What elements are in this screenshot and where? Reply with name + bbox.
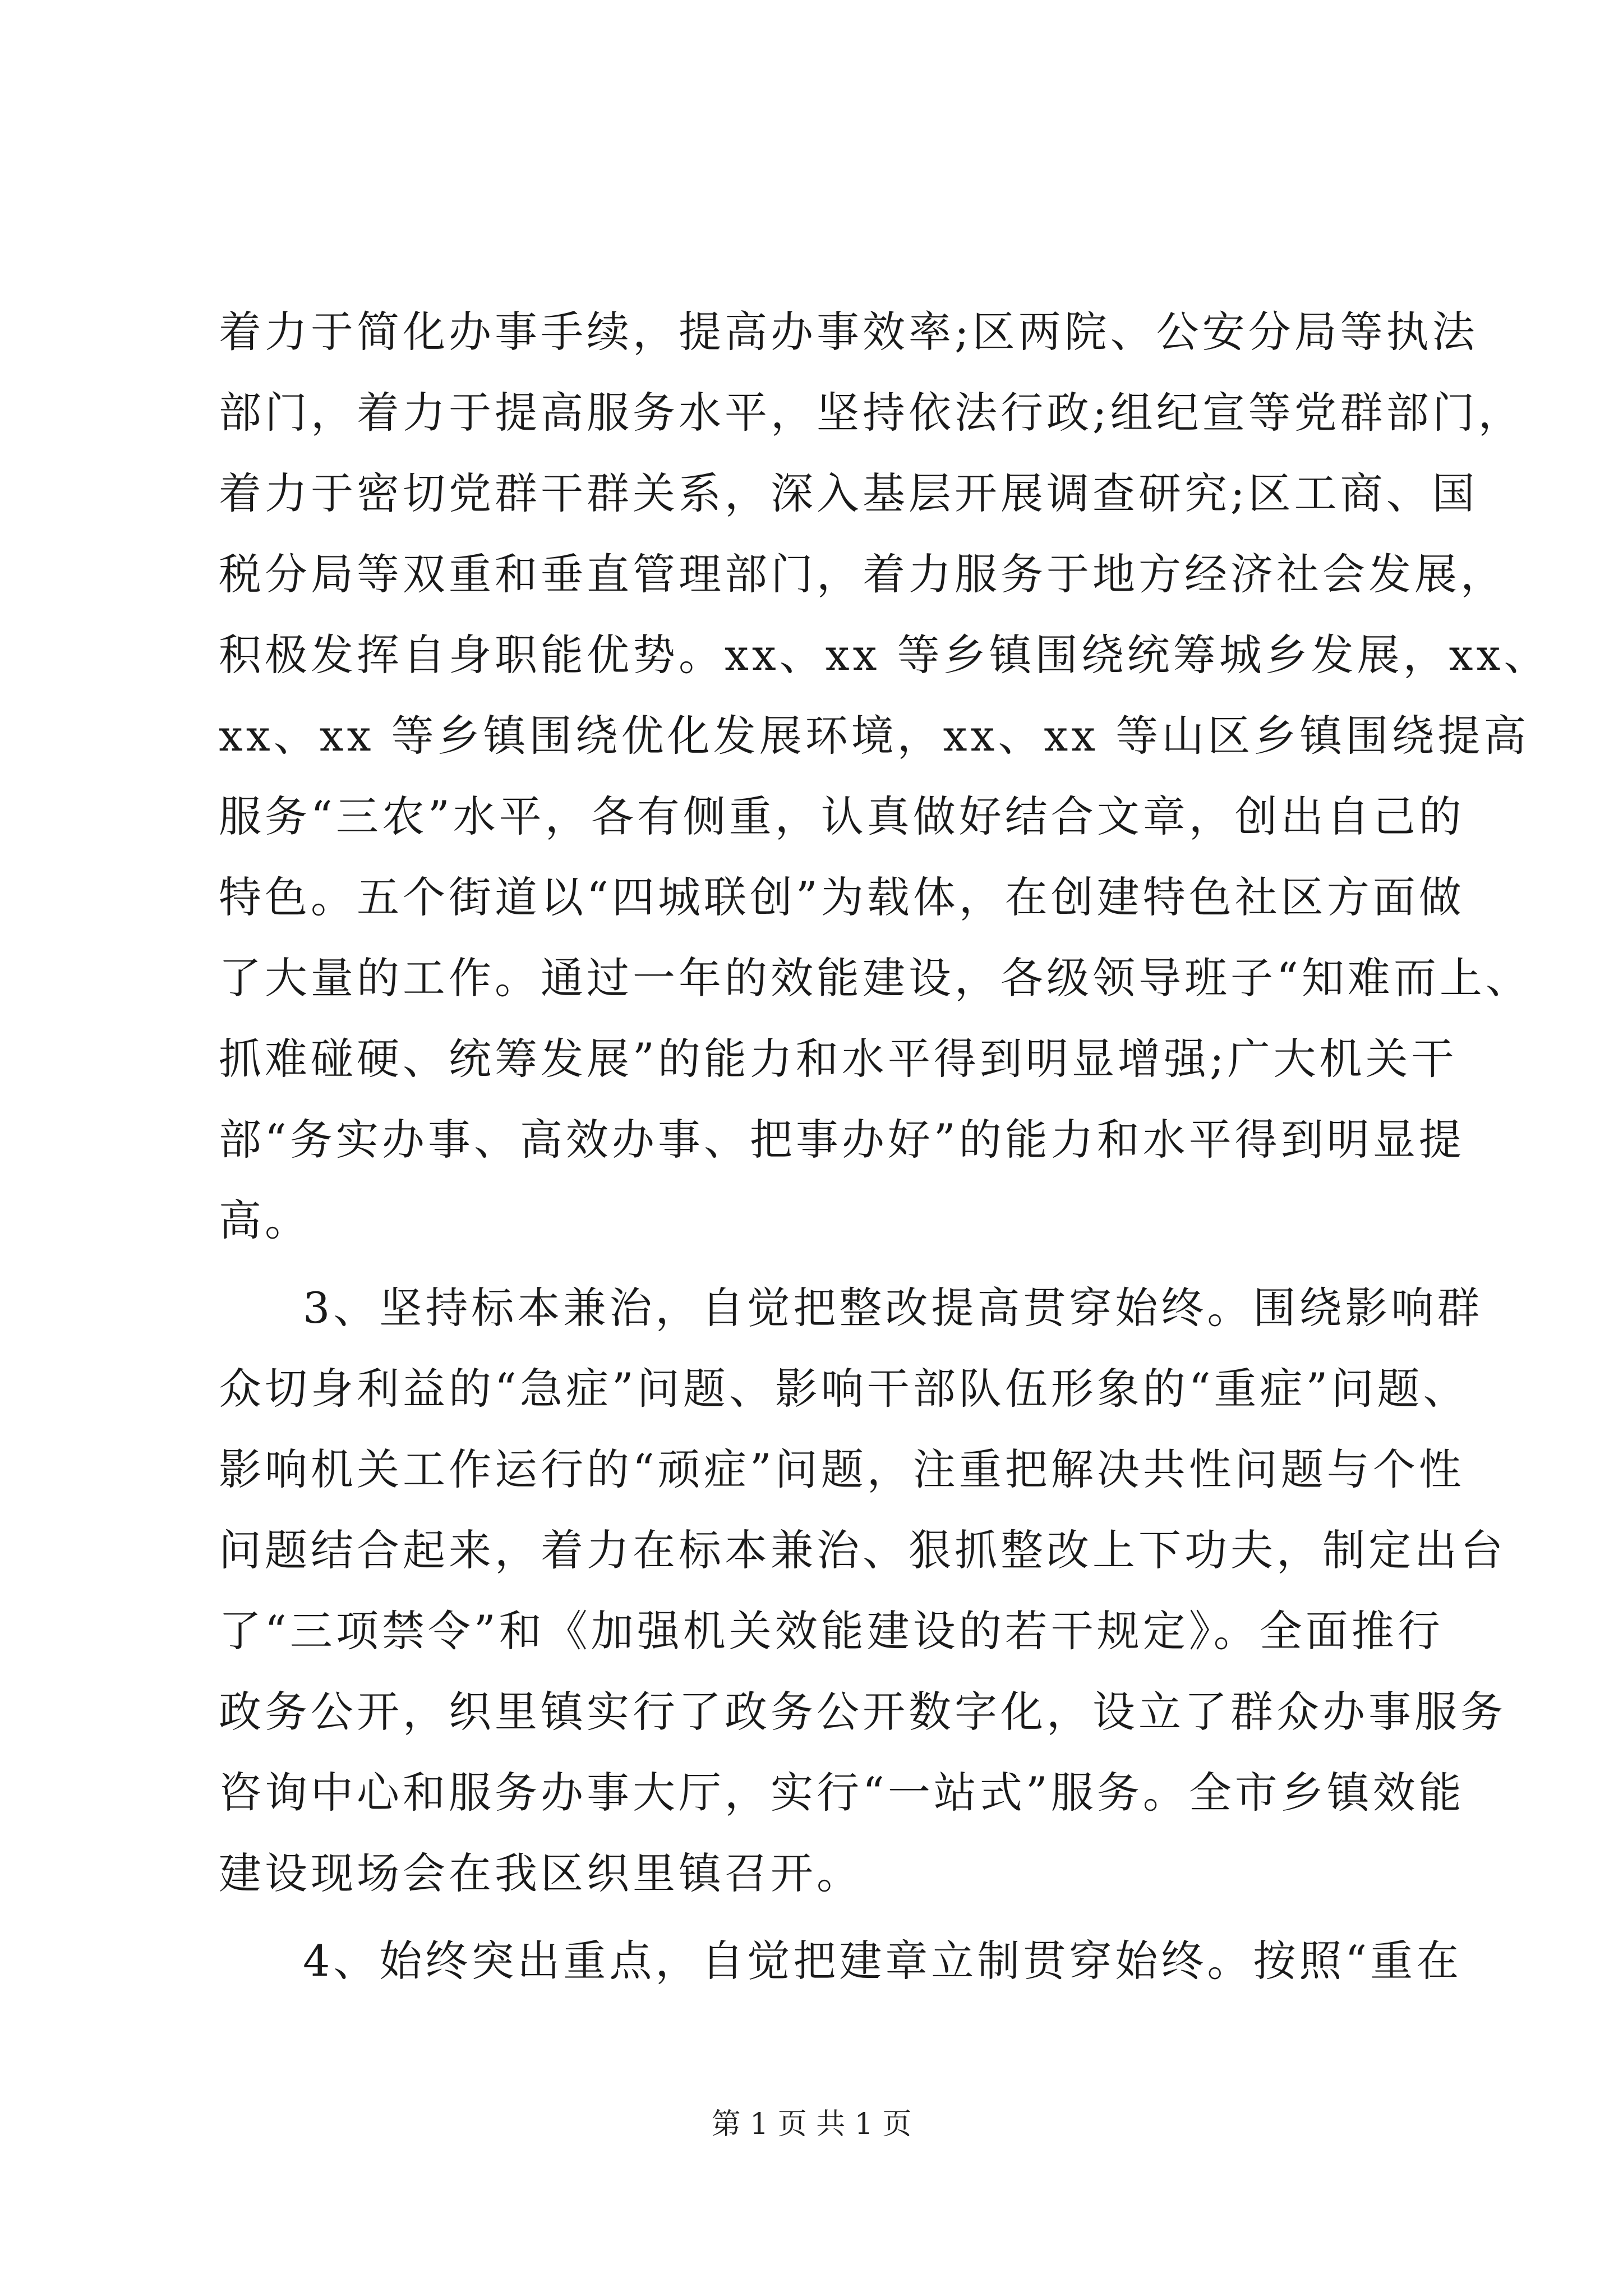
text-line: 影响机关工作运行的“顽症”问题，注重把解决共性问题与个性 xyxy=(219,1444,1465,1494)
text-line: 部“务实办事、高效办事、把事办好”的能力和水平得到明显提 xyxy=(219,1115,1465,1165)
text-line: 服务“三农”水平，各有侧重，认真做好结合文章，创出自己的 xyxy=(219,792,1465,841)
page-number-footer: 第 1 页 共 1 页 xyxy=(711,2108,912,2141)
text-line: 了“三项禁令”和《加强机关效能建设的若干规定》。全面推行 xyxy=(219,1606,1444,1656)
document-body xyxy=(219,292,1550,2001)
text-line: 高。 xyxy=(219,1195,311,1245)
text-line: 抓难碰硬、统筹发展”的能力和水平得到明显增强;广大机关干 xyxy=(219,1034,1458,1084)
text-line: 了大量的工作。通过一年的效能建设，各级领导班子“知难而上、 xyxy=(219,953,1532,1003)
text-line: 着力于密切党群干群关系，深入基层开展调查研究;区工商、国 xyxy=(219,468,1478,518)
text-line: 建设现场会在我区织里镇召开。 xyxy=(219,1848,863,1898)
paragraph-first-line: 4、始终突出重点，自觉把建章立制贯穿始终。按照“重在 xyxy=(303,1936,1463,1986)
text-line: 问题结合起来，着力在标本兼治、狠抓整改上下功夫，制定出台 xyxy=(219,1525,1506,1575)
text-line: 咨询中心和服务办事大厅，实行“一站式”服务。全市乡镇效能 xyxy=(219,1768,1465,1818)
text-line: xx、xx 等乡镇围绕优化发展环境，xx、xx 等山区乡镇围绕提高 xyxy=(219,711,1530,761)
text-line: 税分局等双重和垂直管理部门，着力服务于地方经济社会发展， xyxy=(219,549,1506,599)
text-line: 部门，着力于提高服务水平，坚持依法行政;组纪宣等党群部门， xyxy=(219,388,1524,438)
text-line: 积极发挥自身职能优势。xx、xx 等乡镇围绕统筹城乡发展，xx、 xyxy=(219,630,1550,680)
paragraph-first-line: 3、坚持标本兼治，自觉把整改提高贯穿始终。围绕影响群 xyxy=(303,1283,1483,1333)
text-line: 政务公开，织里镇实行了政务公开数字化，设立了群众办事服务 xyxy=(219,1687,1506,1737)
text-line: 特色。五个街道以“四城联创”为载体，在创建特色社区方面做 xyxy=(219,872,1465,922)
text-line: 着力于简化办事手续，提高办事效率;区两院、公安分局等执法 xyxy=(219,307,1478,357)
text-line: 众切身利益的“急症”问题、影响干部队伍形象的“重症”问题、 xyxy=(219,1364,1469,1414)
